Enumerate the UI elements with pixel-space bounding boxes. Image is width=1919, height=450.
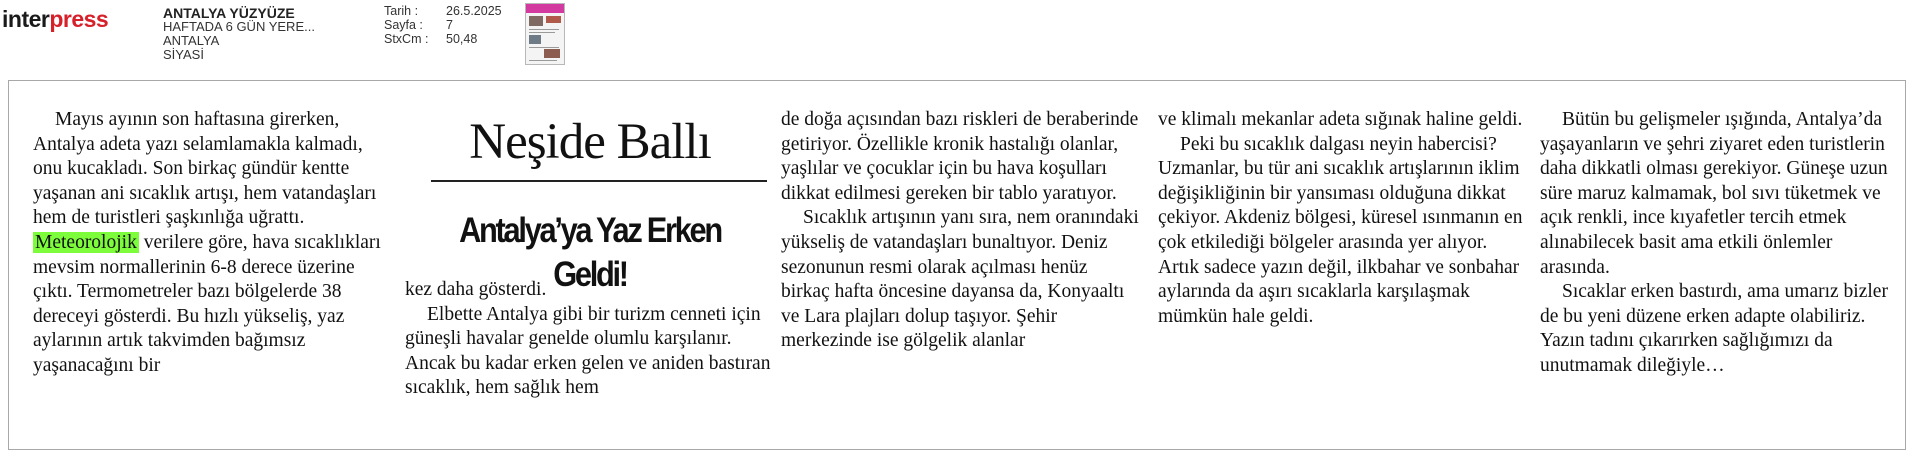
interpress-logo [2,6,108,33]
article-column-1 [33,108,395,379]
paragraph: Elbette Antalya gibi bir turizm cenneti için güneşli havalar genelde olumlu karşılanır. Ancak bu kadar erken gelen ve aniden bastıran sıcaklık, hem sağlık hem [405,303,771,399]
info-value: 26.5.2025 [446,4,502,18]
paragraph [33,108,395,379]
paragraph: Sıcaklar erken bastırdı, ama umarız bizler de bu yeni düzene erken adapte olabiliriz. Yazın tadını çıkarırken sağlığımızı da unutmamak dileğiyle… [1540,281,1888,376]
paragraph: ve klimalı mekanlar adeta sığınak haline geldi. [1158,109,1523,130]
header-rule [431,180,767,182]
publication-city: ANTALYA [163,33,220,48]
paragraph: Peki bu sıcaklık dalgası neyin habercisi? Uzmanlar, bu tür ani sıcaklık artışlarının iklim değişikliğinin bir yansıması olduğuna dikkat çekiyor. Akdeniz bölgesi, küresel ısınmanın en çok etkilediği bölgeler arasında yer alıyor. Artık sadece yazın değil, ilkbahar ve sonbahar aylarında da aşırı sıcaklarla karşılaşmak mümkün hale geldi. [1158,133,1523,327]
paragraph: Sıcaklık artışının yanı sıra, nem oranındaki yükseliş de vatandaşları bunaltıyor. Deniz sezonunun resmi olarak açılması henüz birkaç hafta öncesine dayansa da, Konyaaltı ve Lara plajları dolup taşıyor. Şehir merkezinde ise gölgelik alanlar [781,207,1139,352]
publication-info [163,6,315,62]
info-row-date [384,4,502,18]
paragraph: kez daha gösterdi. [405,279,547,300]
highlighted-keyword: Meteorolojik [35,231,137,253]
paragraph-text: Mayıs ayının son haftasına girerken, Antalya adeta yazı selamlamakla kalmadı, onu kucakladı. Son birkaç gündür kentte yaşanan ani sıcaklık artışı, hem vatandaşları hem de turistleri şaşkınlığa uğrattı. [33,109,377,229]
article-column-5 [1540,108,1902,379]
info-label: Sayfa : [384,18,423,32]
page-thumbnail[interactable] [525,3,565,65]
info-label: StxCm : [384,32,429,46]
publication-frequency: HAFTADA 6 GÜN YERE... [163,19,315,34]
info-value: 7 [446,18,453,32]
paragraph: Bütün bu gelişmeler ışığında, Antalya’da yaşayanların ve şehri ziyaret eden turistlerin daha dikkatli olması gerekiyor. Güneşe uzun süre maruz kalmamak, bol sıvı tüketmek ve açık renkli, ince kıyafetler tercih etmek alınabilecek basit ama etkili önlemler arasında. [1540,109,1888,278]
author-name: Neşide Ballı [469,114,711,170]
info-value: 50,48 [446,32,478,46]
article-clipping [8,80,1906,450]
info-row-stxcm [384,32,502,46]
logo-text: inter [2,6,50,32]
article-column-3 [781,108,1141,354]
info-row-page [384,18,502,32]
clip-info [384,4,502,46]
logo-accent-text: press [49,6,109,32]
article-column-2 [405,108,775,401]
publication-name: ANTALYA YÜZYÜZE [163,5,295,21]
info-label: Tarih : [384,4,419,18]
publication-category: SİYASİ [163,47,204,62]
article-column-4 [1158,108,1528,329]
article-headline: Antalya’ya Yaz Erken Geldi! [459,211,721,294]
paragraph-text: verilere göre, hava sıcaklıkları mevsim normallerinin 6-8 derece üzerine çıktı. Termometreler bazı bölgelerde 38 dereceyi gösterdi. Bu hızlı yükseliş, yaz aylarının artık takvimden bağımsız yaşanacağını bir [33,231,381,376]
paragraph: de doğa açısından bazı riskleri de beraberinde getiriyor. Özellikle kronik hastalığı olanlar, yaşlılar ve çocuklar için bu hava koşulları dikkat edilmesi gereken bir tablo yaratıyor. [781,109,1139,204]
